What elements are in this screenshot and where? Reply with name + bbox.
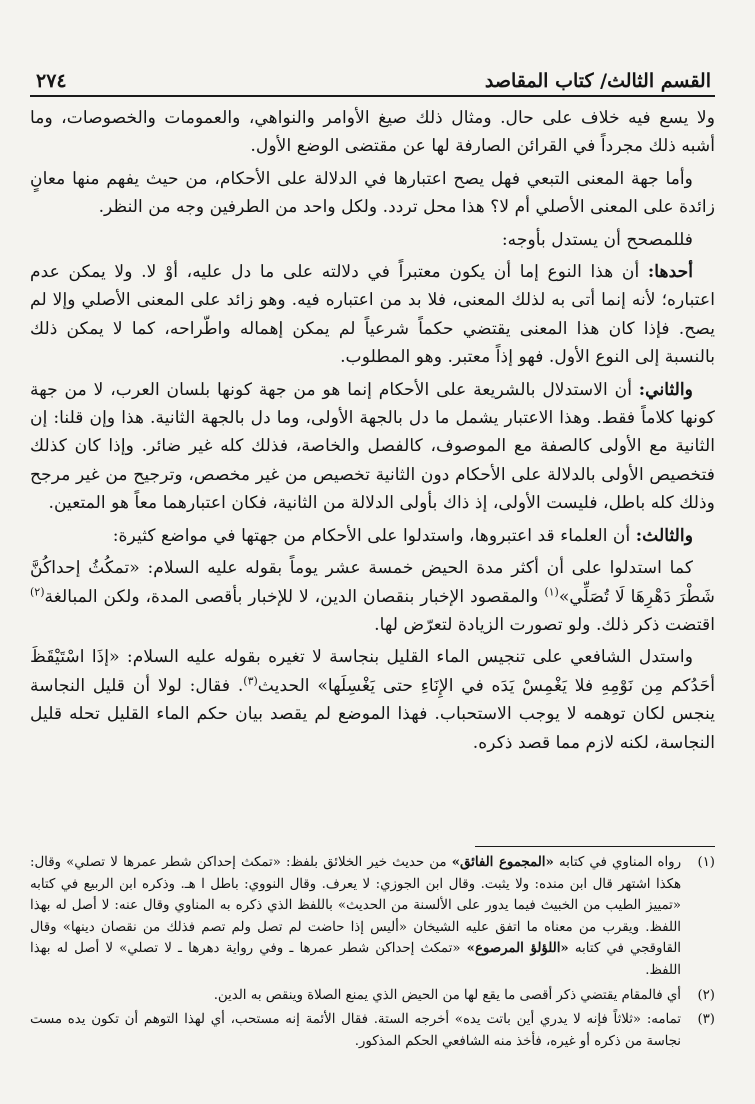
footnote-book-title: «المجموع الفائق» xyxy=(451,855,554,870)
paragraph-first-argument xyxy=(30,258,715,372)
footnote-2 xyxy=(30,985,715,1007)
footnote-text: رواه المناوي في كتابه xyxy=(553,855,681,870)
running-title: القسم الثالث/ كتاب المقاصد xyxy=(484,70,711,92)
footnote-text: أي فالمقام يقتضي ذكر أقصى ما يقع لها من الحيض الذي يمنع الصلاة وينقص به الدين. xyxy=(213,987,681,1003)
paragraph-2: وأما جهة المعنى التبعي فهل يصح اعتبارها في الدلالة على الأحكام، من حيث يفهم منها معانٍ زائدة على المعنى الأصلي أم لا؟ هذا محل تردد. ولكل واحد من الطرفين وجه من النظر. xyxy=(30,168,715,218)
paragraph-third-argument xyxy=(30,522,715,550)
main-text xyxy=(30,104,715,761)
shafii-text-c: . فقال: لولا أن قليل النجاسة ينجس لكان توهمه لا يوجب الاستحباب. فهذا الموضع لم يقصد بيان حكم الماء القليل تحله قليل النجاسة، لكنه لازم مما قصد ذكره. xyxy=(30,675,715,753)
paragraph-menses-evidence xyxy=(30,554,715,639)
footnote-text: تمامه: «ثلاثاً فإنه لا يدري أين باتت يده» أخرجه الستة. فقال الأئمة إنه مستحب، أي لهذا التوهم أن تكون يده مست نجاسة من ذكره أو غيره، فأخذ منه الشافعي الحكم المذكور. xyxy=(30,1012,681,1049)
footnotes xyxy=(30,852,715,1055)
footnote-3 xyxy=(30,1009,715,1052)
footnote-number: (١) xyxy=(697,855,715,870)
footnote-number: (٢) xyxy=(697,987,715,1003)
second-argument-lead: والثاني: xyxy=(638,379,693,400)
footnote-ref-2[interactable]: (٢) xyxy=(30,584,45,598)
paragraph-1: ولا يسع فيه خلاف على حال. ومثال ذلك صيغ الأوامر والنواهي، والعمومات والخصوصات، وما أشبه ذلك مجرداً في القرائن الصارفة لها عن مقتضى الوضع الأول. xyxy=(30,108,715,157)
third-argument-text: أن العلماء قد اعتبروها، واستدلوا على الأحكام من جهتها في مواضع كثيرة: xyxy=(112,525,636,546)
footnote-number: (٣) xyxy=(697,1012,715,1028)
footnote-ref-3[interactable]: (٣) xyxy=(243,673,258,687)
paragraph-second-argument xyxy=(30,376,715,518)
menses-text-c: اقتضت ذكر ذلك. ولو تصورت الزيادة لتعرّض لها. xyxy=(374,614,715,635)
shafii-text-b: الحديث xyxy=(257,675,318,696)
footnote-1 xyxy=(30,852,715,982)
footnote-ref-1[interactable]: (١) xyxy=(544,584,559,598)
third-argument-lead: والثالث: xyxy=(635,525,693,546)
paragraph-3: فللمصحح أن يستدل بأوجه: xyxy=(501,229,693,250)
hadith-quote-1: «تمكُثُ إحداكُنَّ شَطْرَ دَهْرِهَا لَا تُصَلِّي» xyxy=(30,558,715,607)
paragraph-shafii-evidence xyxy=(30,643,715,757)
first-argument-lead: أحدها: xyxy=(647,262,693,283)
running-header xyxy=(36,58,711,92)
menses-text-b: والمقصود الإخبار بنقصان الدين، لا للإخبار بأقصى المدة، ولكن المبالغة xyxy=(44,586,545,607)
footnote-text: «تمكث إحداكن شطر عمرها ـ وفي رواية دهرها ـ لا تصلي» لا أصل له بهذا اللفظ. xyxy=(30,941,681,978)
footnote-divider xyxy=(475,846,715,847)
first-argument-text: أن هذا النوع إما أن يكون معتبراً في دلالته على ما دل عليه، أوْ لا. ولا يمكن عدم اعتباره؛ لأنه إنما أتى به لذلك المعنى، فلا بد من اعتباره فيه. وهو زائد على المعنى الأصلي وإلا لم يصح. فإذا كان هذا المعنى يقتضي حكماً شرعياً لم يمكن إهماله واطّراحه، كما لا يمكن ذلك بالنسبة إلى النوع الأول. فهو إذاً معتبر. وهو المطلوب. xyxy=(30,262,715,368)
footnote-book-title: «اللؤلؤ المرصوع» xyxy=(466,941,569,957)
second-argument-text: أن الاستدلال بالشريعة على الأحكام إنما هو من جهة كونها بلسان العرب، لا من جهة كونها كلاماً فقط. وهذا الاعتبار يشمل ما دل بالجهة الأولى، وما دل بالجهة الثانية. هذا وإن قلنا: إن الثانية مع الأولى كالصفة مع الموصوف، كالفصل والخاصة، فذلك كله غير ضائر. وإذا كان كذلك فتخصيص الأولى بالدلالة على الأحكام دون الثانية تخصيص من غير مخصص، وترجيح من غير مرجح وذلك كله باطل، فليست الأولى، إذ ذاك بأولى الدلالة من الثانية، فكان اعتبارهما معاً هو المتعين. xyxy=(30,379,715,514)
footnote-text: من حديث خير الخلائق بلفظ: «تمكث إحداكن شطر عمرها لا تصلي» وقال: هكذا اشتهر قال ابن منده: ولا يثبت. وقال ابن الجوزي: لا يعرف. وقال النووي: باطل ا هـ. وذكره ابن الربيع في كتابه «تمييز الطيب من الخبيث فيما يدور على الألسنة من الحديث» باللفظ الذي ذكره به المناوي وقال عنه: لا أصل له بهذا اللفظ. ويقرب من معناه ما اتفق عليه الشيخان «أليس إذا حاضت لم تصل ولم تصم فذلك من نقصان دينها» وقال القاوقجي في كتابه xyxy=(30,855,681,957)
hadith-quote-2: «إذَا اسْتَيْقَظَ أحَدُكم مِن نَوْمِهِ فلا يَغْمِسْ يَدَه في الإِنَاءِ حتى يَغْسِلَها» xyxy=(30,647,715,696)
shafii-text-a: واستدل الشافعي على تنجيس الماء القليل بنجاسة لا تغيره بقوله عليه السلام: xyxy=(119,647,694,668)
menses-text-a: كما استدلوا على أن أكثر مدة الحيض خمسة عشر يوماً بقوله عليه السلام: xyxy=(139,558,693,579)
page-number: ٢٧٤ xyxy=(36,70,67,92)
header-divider xyxy=(30,95,715,97)
